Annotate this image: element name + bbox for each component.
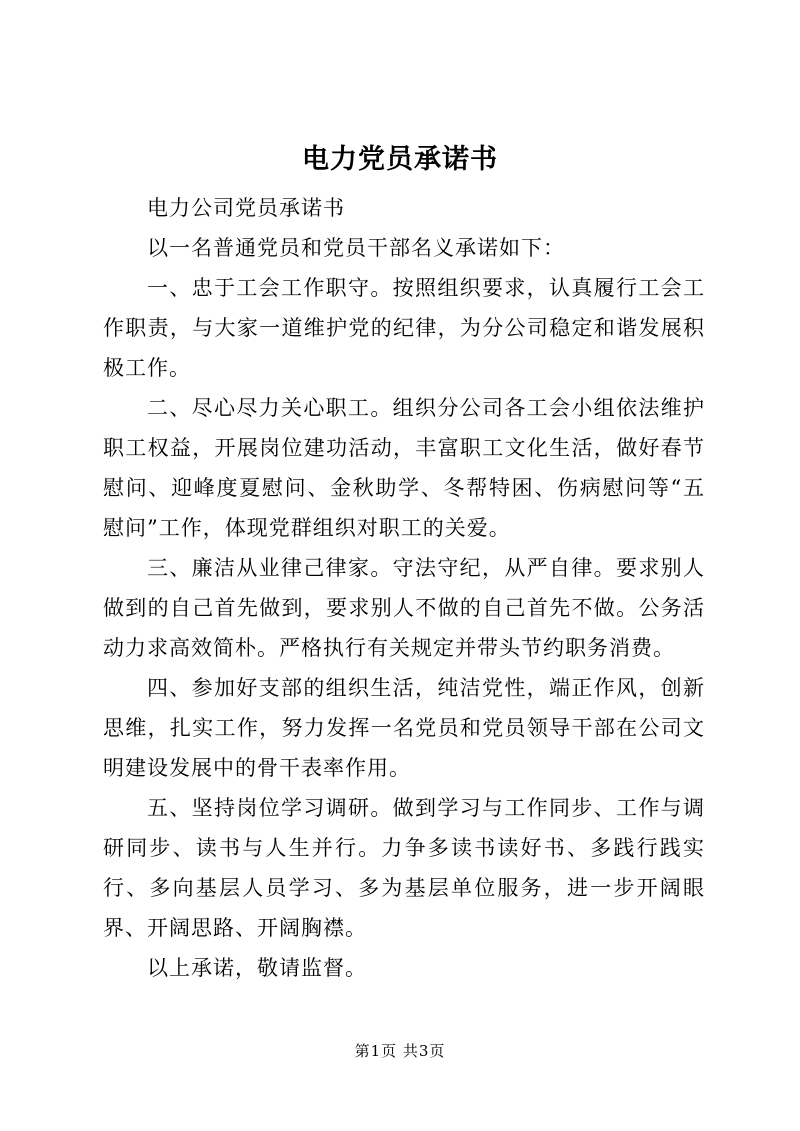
- page-number-footer: 第1页 共3页: [354, 1042, 446, 1060]
- paragraph-item-4: 四、参加好支部的组织生活，纯洁党性，端正作风，创新思维，扎实工作，努力发挥一名党员和党员领导干部在公司文明建设发展中的骨干表率作用。: [103, 676, 705, 780]
- paragraph-item-3: 三、廉洁从业律己律家。守法守纪，从严自律。要求别人做到的自己首先做到，要求别人不做的自己首先不做。公务活动力求高效简朴。严格执行有关规定并带头节约职务消费。: [103, 556, 705, 660]
- paragraph-item-1: 一、忠于工会工作职守。按照组织要求，认真履行工会工作职责，与大家一道维护党的纪律，为分公司稳定和谐发展积极工作。: [103, 276, 705, 380]
- paragraph-item-5: 五、坚持岗位学习调研。做到学习与工作同步、工作与调研同步、读书与人生并行。力争多读书读好书、多践行践实行、多向基层人员学习、多为基层单位服务，进一步开阔眼界、开阔思路、开阔胸襟。: [103, 796, 705, 940]
- paragraph-closing: 以上承诺，敬请监督。: [147, 956, 367, 980]
- paragraph-subtitle: 电力公司党员承诺书: [147, 196, 345, 220]
- document-body: [103, 188, 705, 988]
- paragraph-item-2: 二、尽心尽力关心职工。组织分公司各工会小组依法维护职工权益，开展岗位建功活动，丰富职工文化生活，做好春节慰问、迎峰度夏慰问、金秋助学、冬帮特困、伤病慰问等“五慰问”工作，体现党群组织对职工的关爱。: [103, 396, 705, 540]
- document-title: 电力党员承诺书: [302, 144, 498, 175]
- paragraph-intro: 以一名普通党员和党员干部名义承诺如下：: [147, 236, 565, 260]
